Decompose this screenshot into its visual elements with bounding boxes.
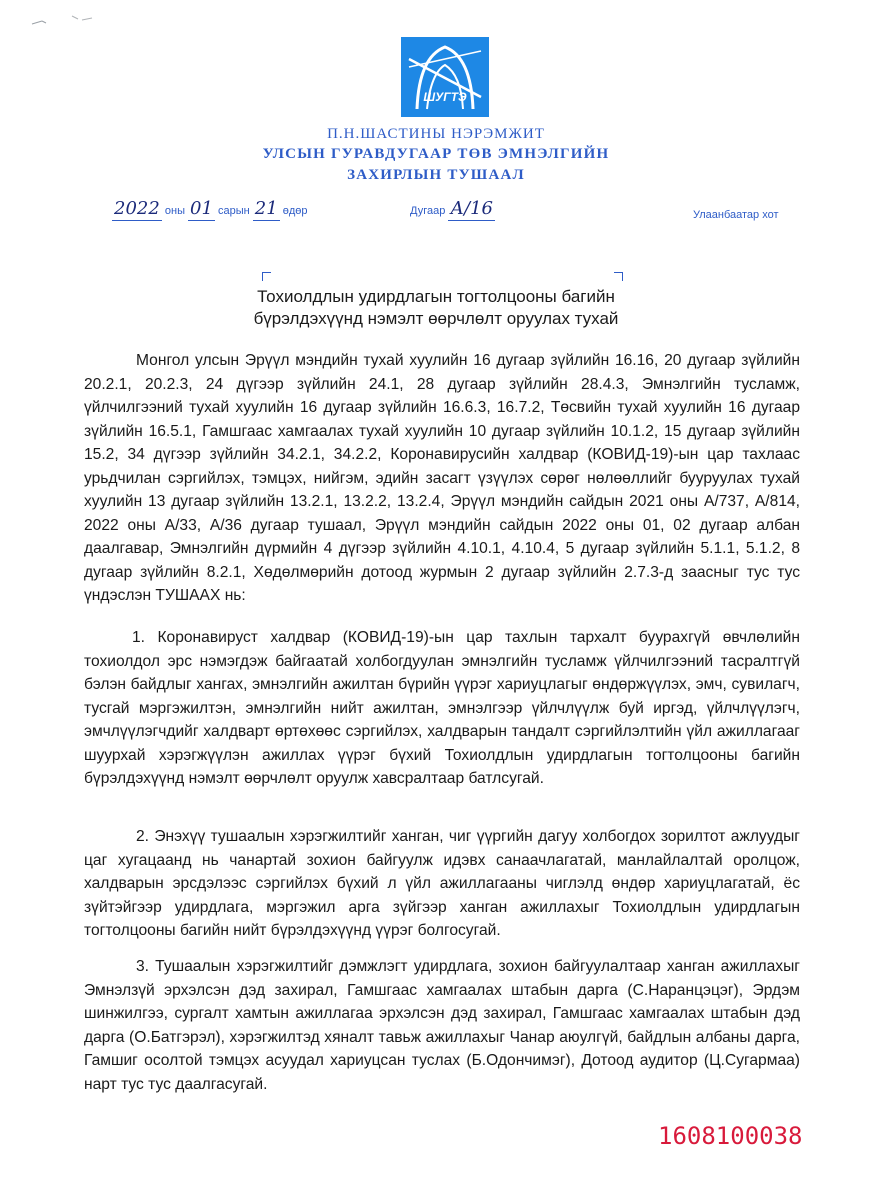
order-item-3: 3. Тушаалын хэрэгжилтийг дэмжлэгт удирдлага, зохион байгуулалтаар ханган ажиллахыг Эмнэлзүй эрхэлсэн дэд захирал, Гамшгаас хамгаалах штабын дарга (С.Наранцэцэг), Эрдэм шинжилгээ, сургалт хамтын ажиллагаа эрхэлсэн дэд захирал, Гамшгаас хамгаалах штабын дэд дарга (О.Батгэрэл), хэрэгжилтэд хяналт тавьж ажиллахыг Чанар аюулгүй, байдлын албаны дарга, Гамшиг осолтой тэмцэх асуудал хариуцсан туслах (Б.Одончимэг), Дотоод аудитор (Ц.Сугармаа) нарт тус тус даалгасугай. (84, 958, 800, 1093)
order-number (410, 198, 495, 221)
date-month: 01 (190, 198, 213, 219)
subject-corner-right (614, 272, 623, 281)
date-day: 21 (254, 198, 278, 219)
org-name: П.Н.ШАСТИНЫ НЭРЭМЖИТ (327, 126, 545, 142)
date-year-suffix: оны (164, 205, 185, 217)
subject-line-2: бүрэлдэхүүнд нэмэлт өөрчлөлт оруулах тухай (253, 309, 619, 328)
order-title: ЗАХИРЛЫН ТУШААЛ (347, 167, 525, 183)
date-year: 2022 (114, 198, 160, 219)
intro-paragraph: Монгол улсын Эрүүл мэндийн тухай хуулийн 16 дугаар зүйлийн 16.16, 20 дугаар зүйлийн 20.2.1, 20.2.3, 24 дүгээр зүйлийн 24.1, 28 дугаар зүйлийн 28.4.3, Эмнэлгийн тусламж, үйлчилгээний тухай хуулийн 16 дугаар зүйлийн 16.6.3, 16.7.2, Төсвийн тухай хуулийн 16 дугаар зүйлийн 16.5.1, Гамшгаас хамгаалах тухай хуулийн 10 дугаар зүйлийн 10.1.2, 15 дугаар зүйлийн 15.2, 34 дүгээр зүйлийн 34.2.1, 34.2.2, Коронавирусийн халдвар (КОВИД-19)-ын цар тахлаас урьдчилан сэргийлэх, тэмцэх, нийгэм, эдийн засагт үзүүлэх сөрөг нөлөөллийг бууруулах тухай хуулийн 13 дугаар зүйлийн 13.2.1, 13.2.2, 13.2.4, Эрүүл мэндийн сайдын 2021 оны А/737, А/814, 2022 оны А/33, А/36 дугаар тушаал, Эрүүл мэндийн сайдын 2022 оны 01, 02 дугаар албан даалгавар, Эмнэлгийн дүрмийн 4 дүгээр зүйлийн 4.10.1, 4.10.4, 5 дугаар зүйлийн 5.1.1, 5.1.2, 8 дугаар зүйлийн 8.2.1, Хөдөлмөрийн дотоод журмын 2 дугаар зүйлийн 2.7.3-д заасныг тус тус үндэслэн ТУШААХ нь: (84, 352, 800, 604)
order-subject (180, 286, 692, 330)
order-item-1: 1. Коронавируст халдвар (КОВИД-19)-ын цар тахлын тархалт буурахгүй өвчлөлийн тохиолдол эрс нэмэгдэж байгаатай холбогдуулан эмнэлгийн тусламж үйлчилгээний тасралтгүй бэлэн байдлыг хангах, эмнэлгийн ажилтан бүрийн үүрэг хариуцлагыг өндөржүүлэх, эмч, сувилагч, тусгай мэргэжилтэн, эмнэлгийн нийт ажилтан, эмнэлгээр үйлчлүүлж буй иргэд, үйлчлүүлэгч, эмчлүүлэгчдийг халдварт өртөхөөс сэргийлэх, халдварын тандалт сэргийлэлтийн үйл ажиллагааг шуурхай хэрэгжүүлэн ажиллах үүрэг бүхий Тохиолдлын удирдлагын тогтолцооны багийн бүрэлдэхүүнд нэмэлт өөрчлөлт оруулж хавсралтаар батлсугай. (84, 629, 800, 787)
logo-text: ШУГТЭ (423, 90, 467, 104)
subject-line-1: Тохиолдлын удирдлагын тогтолцооны багийн (257, 287, 615, 306)
order-number-value: А/16 (450, 198, 493, 219)
order-number-label: Дугаар (410, 205, 446, 217)
subject-corner-left (262, 272, 271, 281)
order-date (112, 198, 308, 221)
serial-number-stamp: 1608100038 (658, 1122, 803, 1150)
scan-artifact-icon (28, 10, 108, 30)
date-month-suffix: сарын (218, 205, 250, 217)
order-item-2: 2. Энэхүү тушаалын хэрэгжилтийг ханган, чиг үүргийн дагуу холбогдох зорилтот ажлуудыг цаг хугацаанд нь чанартай зохион байгуулж идэвх санаачлагатай, манлайлалтай оролцож, халдварын эрсдэлээс сэргийлэх бүхий л үйл ажиллагааны чиглэлд өндөр хариуцлагатай, ёс зүйтэйгээр удирдлага, мэргэжил арга зүйгээр ханган ажиллахыг Тохиолдлын удирдлагын тогтолцооны багийн нийт бүрэлдэхүүнд үүрэг болгосугай. (84, 828, 800, 939)
order-city: Улаанбаатар хот (693, 209, 779, 221)
date-day-suffix: өдөр (282, 205, 308, 217)
hospital-logo-icon (401, 37, 489, 117)
hospital-name: УЛСЫН ГУРАВДУГААР ТӨВ ЭМНЭЛГИЙН (262, 146, 610, 162)
document-header (0, 124, 872, 186)
